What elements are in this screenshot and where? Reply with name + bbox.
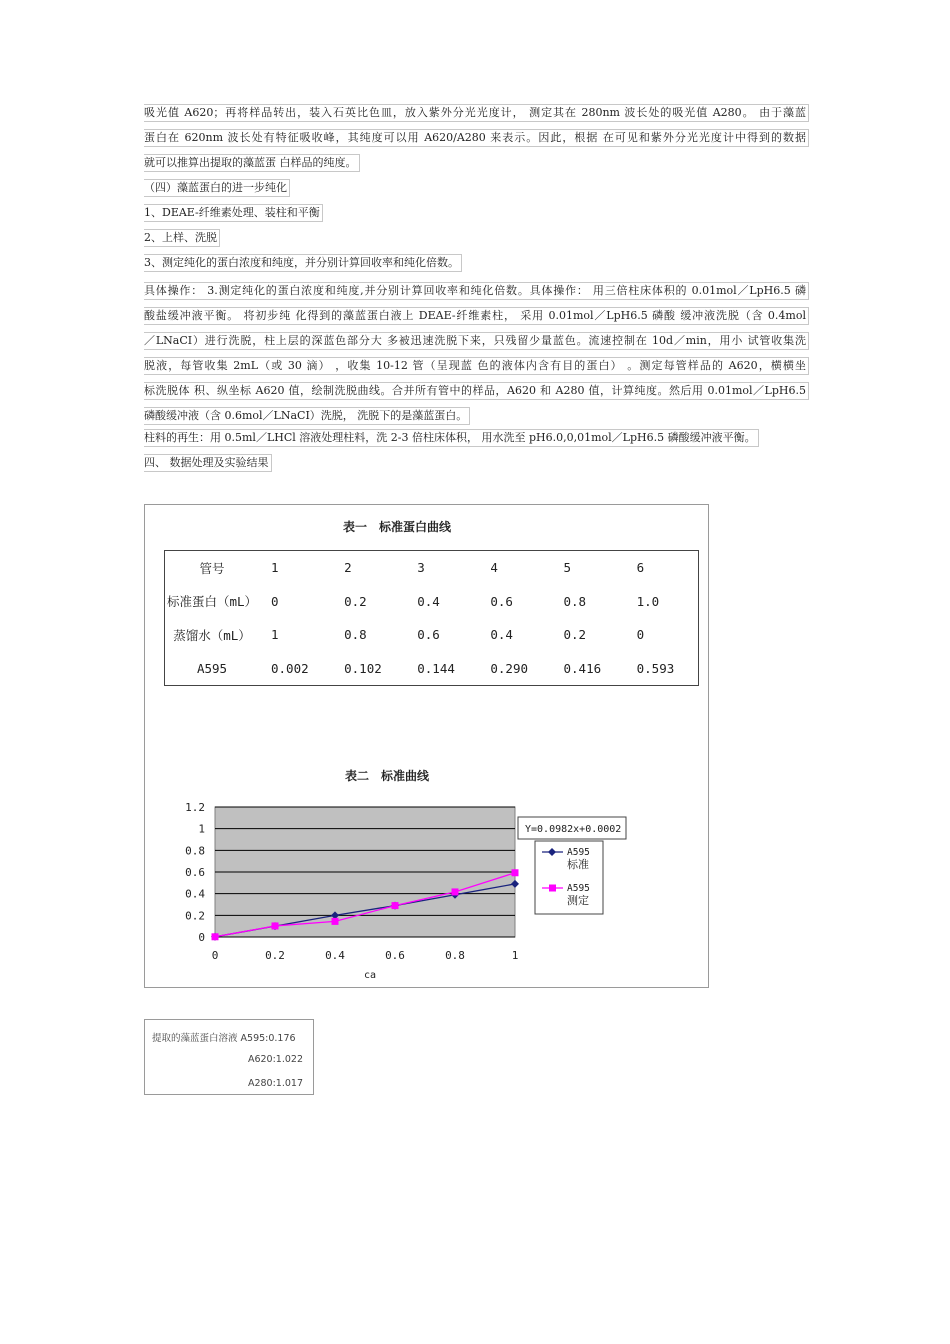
- figure-box: [144, 504, 709, 988]
- table-cell: 1.0: [636, 593, 660, 609]
- note-line-3: A280:1.017: [247, 1078, 303, 1089]
- y-tick-label: 0: [198, 931, 205, 944]
- table-row: [165, 551, 699, 585]
- table-cell: 0.593: [636, 660, 675, 676]
- text-line: （四）藻蓝蛋白的进一步纯化: [144, 179, 290, 197]
- equation-label: Y=0.0982x+0.0002: [525, 824, 622, 835]
- legend-label-sub: 测定: [567, 894, 589, 907]
- chart-title: 表二 标准曲线: [345, 769, 430, 783]
- data-point: [212, 933, 219, 940]
- table1-title: 表一 标准蛋白曲线: [343, 520, 452, 534]
- table-cell: 0.102: [344, 660, 382, 676]
- table-cell: 0.144: [417, 660, 455, 676]
- table-row: [165, 585, 699, 618]
- table-row: [165, 651, 699, 685]
- table-cell: 0.4: [417, 593, 440, 609]
- table-cell: 0.8: [344, 627, 367, 643]
- standard-curve-chart: [145, 795, 708, 1025]
- note-line-1: 提取的藻蓝蛋白溶液 A595:0.176: [152, 1033, 296, 1044]
- table-cell: 0.416: [563, 660, 602, 676]
- text-line: 具体操作： 3.测定纯化的蛋白浓度和纯度,并分别计算回收率和纯化倍数。具体操作： 用三倍柱床体积的 0.01mol／LpH6.5 磷: [144, 282, 809, 300]
- text-line: ／LNaCI）进行洗脱，柱上层的深蓝色部分大 多被迅速洗脱下来，只残留少量蓝色。流速控制在 10d／min，用小 试管收集洗: [144, 332, 809, 350]
- row-header-cell: 蒸馏水（mL）: [173, 627, 251, 643]
- table-cell: 0: [636, 627, 645, 643]
- standard-protein-table: [164, 550, 699, 686]
- table-cell: 0.290: [490, 660, 529, 676]
- legend-label: A595: [567, 847, 590, 858]
- y-tick-label: 0.2: [185, 909, 205, 923]
- text-line: 柱料的再生：用 0.5ml／LHCl 溶液处理柱料，洗 2-3 倍柱床体积， 用水洗至 pH6.0,0,01mol／LpH6.5 磷酸缓冲液平衡。: [144, 429, 759, 447]
- text-line: 标洗脱体 积、纵坐标 A620 值，绘制洗脱曲线。合并所有管中的样品，A620 和 A280 值，计算纯度。然后用 0.01mol／LpH6.5: [144, 382, 809, 400]
- x-tick-label: 1: [511, 949, 519, 962]
- text-line: 吸光值 A620；再将样品转出，装入石英比色皿，放入紫外分光光度计， 测定其在 280nm 波长处的吸光值 A280。 由于藻蓝: [144, 104, 809, 122]
- legend-label: A595: [567, 883, 590, 894]
- table-cell: 4: [490, 560, 498, 576]
- note-line-2: A620:1.022: [247, 1054, 303, 1065]
- legend-marker: [549, 885, 556, 892]
- table-cell: 5: [563, 560, 572, 576]
- y-tick-label: 1.2: [185, 801, 205, 814]
- data-point: [272, 922, 279, 929]
- text-line: 就可以推算出提取的藻蓝蛋 白样品的纯度。: [144, 154, 360, 172]
- table-cell: 0: [271, 593, 279, 609]
- text-line: 3、测定纯化的蛋白浓度和纯度，并分别计算回收率和纯化倍数。: [144, 254, 462, 272]
- table-cell: 2: [344, 560, 352, 576]
- data-point: [452, 888, 459, 895]
- row-header-cell: 管号: [199, 560, 225, 576]
- data-point: [392, 902, 399, 909]
- text-line: 2、上样、洗脱: [144, 229, 220, 247]
- x-tick-label: 0.2: [265, 949, 285, 962]
- x-tick-label: 0.4: [325, 949, 345, 962]
- legend-label-sub: 标准: [567, 858, 589, 871]
- y-tick-label: 0.4: [185, 887, 205, 901]
- text-line: 磷酸缓冲液（含 0.6mol／LNaCI）洗脱， 洗脱下的是藻蓝蛋白。: [144, 407, 470, 425]
- x-axis-label: ca: [363, 970, 377, 981]
- table-cell: 3: [417, 560, 425, 576]
- row-header-cell: 标准蛋白（mL）: [166, 594, 258, 610]
- x-tick-label: 0.8: [445, 949, 465, 962]
- table-cell: 0.6: [417, 627, 440, 643]
- table-cell: 1: [271, 627, 279, 643]
- table-cell: 0.002: [271, 660, 309, 676]
- sample-readings-box: [144, 1019, 314, 1095]
- y-tick-label: 0.8: [185, 844, 205, 858]
- text-line: 酸盐缓冲液平衡。 将初步纯 化得到的藻蓝蛋白液上 DEAE-纤维素柱， 采用 0.01mol／LpH6.5 磷酸 缓冲液洗脱（含 0.4mol: [144, 307, 809, 325]
- table-cell: 1: [271, 560, 279, 576]
- table-cell: 6: [636, 560, 645, 576]
- row-header-cell: A595: [196, 660, 228, 676]
- data-point: [512, 869, 519, 876]
- table-cell: 0.8: [563, 593, 587, 609]
- table-row: [165, 618, 699, 651]
- x-tick-label: 0: [211, 949, 219, 962]
- y-tick-label: 1: [198, 822, 205, 836]
- text-line: 1、DEAE-纤维素处理、装柱和平衡: [144, 204, 323, 222]
- table-cell: 0.6: [490, 593, 513, 609]
- text-line: 四、 数据处理及实验结果: [144, 454, 272, 472]
- text-line: 脱液，每管收集 2mL（或 30 滴） ，收集 10-12 管（呈现蓝 色的液体内含有目的蛋白） 。测定每管样品的 A620，横横坐: [144, 357, 809, 375]
- y-tick-label: 0.6: [185, 866, 205, 879]
- table-cell: 0.2: [344, 593, 367, 609]
- table-cell: 0.2: [563, 627, 587, 643]
- data-point: [332, 918, 339, 925]
- x-tick-label: 0.6: [385, 949, 405, 962]
- text-line: 蛋白在 620nm 波长处有特征吸收峰，其纯度可以用 A620/A280 来表示。因此，根据 在可见和紫外分光光度计中得到的数据: [144, 129, 809, 147]
- table-cell: 0.4: [490, 627, 513, 643]
